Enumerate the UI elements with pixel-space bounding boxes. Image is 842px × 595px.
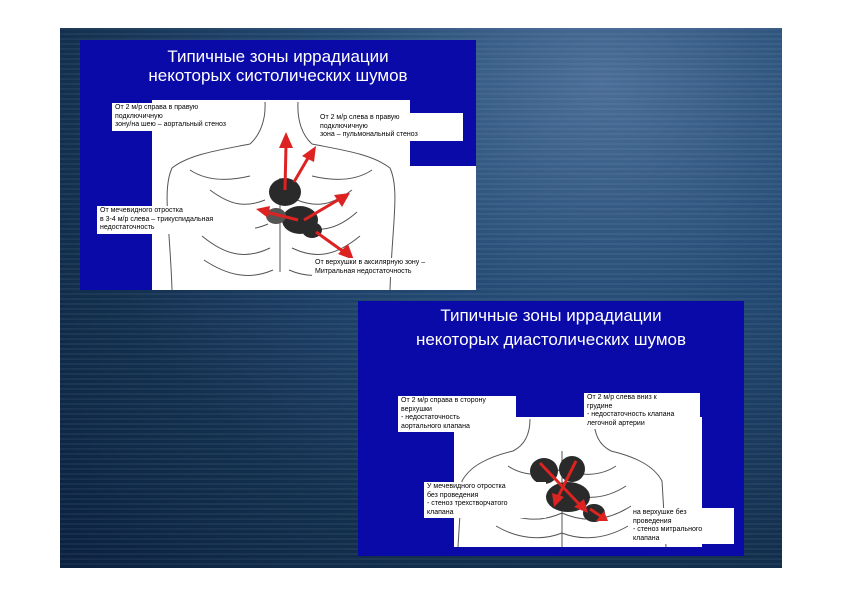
label-line: аортального клапана xyxy=(401,422,470,430)
label-line: От 2 м/р слева вниз к xyxy=(587,394,657,401)
label-line: клапана xyxy=(633,534,660,542)
diastolic-panel xyxy=(358,301,744,556)
diastolic-label-tricuspid-stenosis xyxy=(424,482,546,518)
label-line: клапана xyxy=(427,508,454,516)
slide-background xyxy=(60,28,782,568)
diastolic-title-line2: некоторых диастолических шумов xyxy=(415,330,687,349)
label-line: грудине xyxy=(587,402,613,410)
label-line: От 2 м/р справа в сторону xyxy=(401,397,486,404)
systolic-label-tricuspid xyxy=(97,206,255,234)
label-line: - стеноз трехстворчатого xyxy=(427,500,508,507)
label-line: в 3-4 м/р слева – трикуспидальная xyxy=(100,215,214,223)
label-line: зона – пульмональный стеноз xyxy=(320,131,418,138)
systolic-label-pulmonary-stenosis xyxy=(317,113,463,141)
label-line: без проведения xyxy=(427,491,479,499)
label-line: От верхушки в аксилярную зону – xyxy=(315,259,426,266)
label-line: От мечевидного отростка xyxy=(100,207,183,214)
label-line: От 2 м/р справа в правую xyxy=(115,104,199,111)
diastolic-label-pulmonary-insufficiency xyxy=(584,393,700,429)
systolic-panel xyxy=(80,40,476,290)
label-line: проведения xyxy=(633,517,672,525)
systolic-label-aortic-stenosis xyxy=(112,103,256,131)
label-line: Митральная недостаточность xyxy=(315,267,412,275)
systolic-label-mitral xyxy=(312,258,464,277)
label-line: верхушки xyxy=(401,405,432,413)
diastolic-label-mitral-stenosis xyxy=(630,508,734,544)
systolic-title-line2: некоторых систолических шумов xyxy=(148,66,408,85)
diastolic-label-aortic-insufficiency xyxy=(398,396,516,432)
systolic-title-line1: Типичные зоны иррадиации xyxy=(167,47,389,66)
label-line: От 2 м/р слева в правую xyxy=(320,114,400,121)
label-line: - недостаточность клапана xyxy=(587,411,675,418)
label-line: - недостаточность xyxy=(401,414,460,421)
diastolic-title-line1: Типичные зоны иррадиации xyxy=(440,306,662,325)
label-line: подключичную xyxy=(320,122,368,130)
label-line: зону/на шею – аортальный стеноз xyxy=(115,121,227,128)
label-line: легочной артерии xyxy=(587,419,645,427)
label-line: недостаточность xyxy=(100,224,155,231)
label-line: на верхушке без xyxy=(633,509,687,516)
label-line: подключичную xyxy=(115,112,163,120)
label-line: У мечевидного отростка xyxy=(427,483,506,490)
label-line: - стеноз митрального xyxy=(633,526,703,533)
systolic-chest-diagram xyxy=(80,40,476,290)
